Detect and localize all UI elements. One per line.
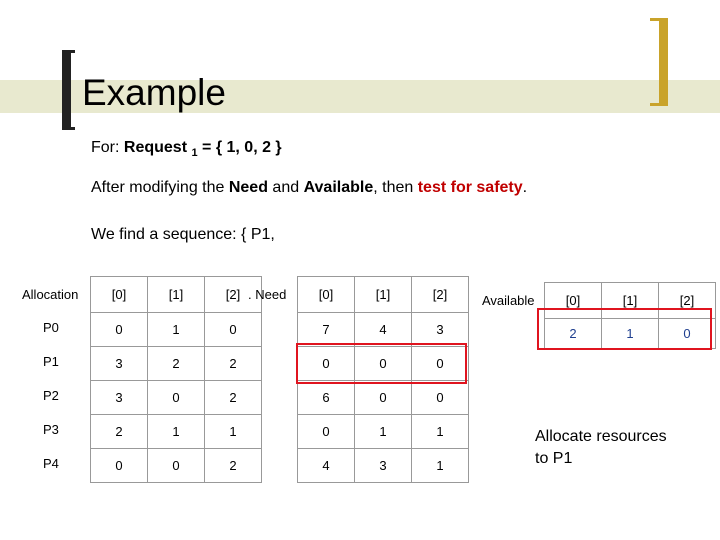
left-bracket-decoration (62, 50, 75, 130)
row-label-p3: P3 (43, 422, 59, 437)
need-cell: 7 (298, 313, 355, 347)
need-col-0: [0] (298, 277, 355, 313)
allocation-header: Allocation (22, 287, 79, 302)
alloc-cell: 2 (91, 415, 148, 449)
modify-text-2: and (267, 179, 304, 196)
modify-line (91, 178, 527, 198)
available-cell: 0 (659, 319, 716, 349)
need-cell: 0 (355, 381, 412, 415)
allocation-table (90, 276, 262, 483)
alloc-cell: 3 (91, 347, 148, 381)
allocate-note (535, 426, 667, 470)
need-cell: 6 (298, 381, 355, 415)
available-cell: 1 (602, 319, 659, 349)
alloc-cell: 2 (205, 381, 262, 415)
note-line-2: to P1 (535, 450, 573, 467)
modify-text-4: . (522, 179, 528, 196)
available-col-2: [2] (659, 283, 716, 319)
row-label-p0: P0 (43, 320, 59, 335)
available-highlight (537, 308, 712, 350)
need-cell: 3 (412, 313, 469, 347)
need-col-1: [1] (355, 277, 412, 313)
need-cell: 0 (412, 381, 469, 415)
allocation-col-0: [0] (91, 277, 148, 313)
request-value: = { 1, 0, 2 } (197, 139, 282, 156)
alloc-cell: 2 (205, 347, 262, 381)
p1-need-highlight (296, 343, 467, 384)
need-cell: 4 (298, 449, 355, 483)
need-cell: 0 (355, 347, 412, 381)
need-col-2: [2] (412, 277, 469, 313)
need-cell: 1 (412, 415, 469, 449)
row-label-p1: P1 (43, 354, 59, 369)
modify-text-1: After modifying the (91, 179, 229, 196)
alloc-cell: 1 (148, 313, 205, 347)
alloc-cell: 1 (148, 415, 205, 449)
need-header: . Need (248, 287, 287, 302)
alloc-cell: 0 (91, 449, 148, 483)
alloc-cell: 0 (91, 313, 148, 347)
need-cell: 0 (298, 347, 355, 381)
safety-phrase: test for safety (417, 179, 523, 196)
alloc-cell: 0 (205, 313, 262, 347)
request-prefix: For: (91, 139, 124, 156)
alloc-cell: 2 (148, 347, 205, 381)
note-line-1: Allocate resources (535, 428, 667, 445)
need-cell: 4 (355, 313, 412, 347)
alloc-cell: 0 (148, 449, 205, 483)
request-line (91, 138, 282, 163)
available-col-1: [1] (602, 283, 659, 319)
alloc-cell: 0 (148, 381, 205, 415)
need-cell: 1 (355, 415, 412, 449)
row-label-p4: P4 (43, 456, 59, 471)
need-cell: 1 (412, 449, 469, 483)
request-subscript: 1 (191, 147, 198, 160)
need-word: Need (228, 179, 268, 196)
need-cell: 0 (298, 415, 355, 449)
need-cell: 0 (412, 347, 469, 381)
modify-text-3: , then (373, 179, 418, 196)
need-cell: 3 (355, 449, 412, 483)
allocation-col-1: [1] (148, 277, 205, 313)
request-label: Request (123, 139, 192, 156)
alloc-cell: 3 (91, 381, 148, 415)
available-cell: 2 (545, 319, 602, 349)
right-bracket-decoration (650, 18, 668, 106)
available-col-0: [0] (545, 283, 602, 319)
row-label-p2: P2 (43, 388, 59, 403)
allocation-col-2: [2] (205, 277, 262, 313)
available-word: Available (303, 179, 374, 196)
alloc-cell: 2 (205, 449, 262, 483)
available-header: Available (482, 293, 535, 308)
slide-title: Example (82, 72, 226, 113)
alloc-cell: 1 (205, 415, 262, 449)
sequence-line: We find a sequence: { P1, (91, 226, 275, 243)
